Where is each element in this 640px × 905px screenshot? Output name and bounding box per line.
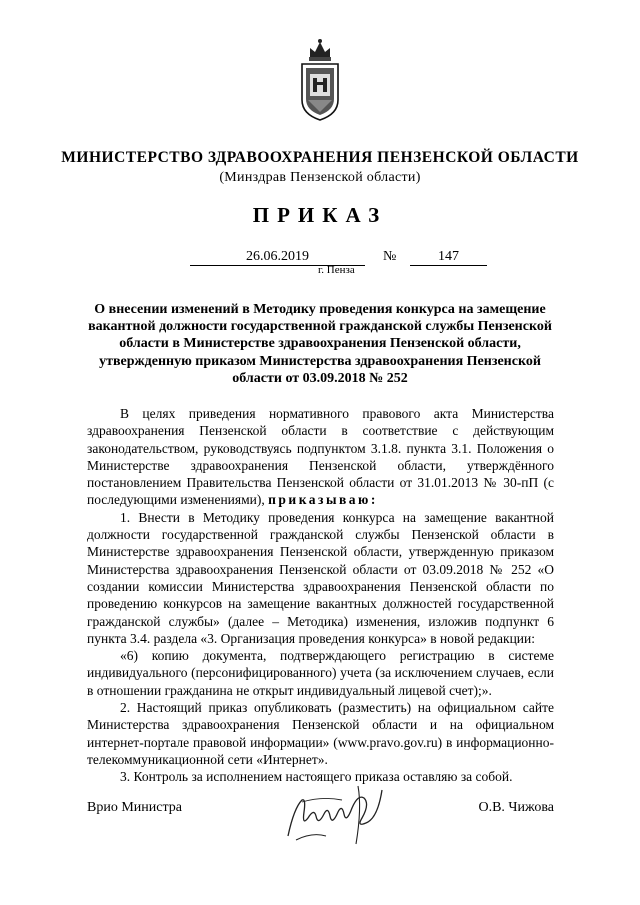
coat-of-arms-emblem bbox=[296, 38, 344, 124]
paragraph-new-wording: «6) копию документа, подтверждающего регистрацию в системе индивидуального (персонифицированного) учета (за исключением случаев, если в отношении гражданина не открыт индивидуальный лицевой счет);». bbox=[87, 648, 554, 698]
paragraph-item-3: 3. Контроль за исполнением настоящего приказа оставляю за собой. bbox=[120, 769, 513, 785]
paragraph-item-1: 1. Внести в Методику проведения конкурса на замещение вакантной должности государственной гражданской службы Пензенской области в Министерстве здравоохранения Пензенской области, утвержденную приказом Министерства здравоохранения Пензенской области от 03.09.2018 № 252 «О создании комиссии Министерства здравоохранения Пензенской области по проведению конкурсов на замещение вакантных должностей государственной гражданской службы» (далее – Методика) изменения, изложив подпункт 6 пункта 3.4. раздела «3. Организация проведения конкурса» в новой редакции: bbox=[87, 509, 554, 646]
paragraph-item-2: 2. Настоящий приказ опубликовать (разместить) на официальном сайте Министерства здравоохранения Пензенской области и на официальном интернет-портале правовой информации» (www.pravo.gov.ru) в информационно-телекоммуникационной сети «Интернет». bbox=[87, 700, 554, 767]
document-title: О внесении изменений в Методику проведения конкурса на замещение вакантной должности государственной гражданской службы Пензенской области в Министерстве здравоохранения Пензенской области, утвержденную приказом Министерства здравоохранения Пензенской области от 03.09.2018 № 252 bbox=[88, 302, 552, 386]
city: г. Пенза bbox=[318, 264, 355, 276]
ministry-name: МИНИСТЕРСТВО ЗДРАВООХРАНЕНИЯ ПЕНЗЕНСКОЙ ОБЛАСТИ bbox=[61, 149, 579, 166]
document-body bbox=[87, 405, 554, 786]
order-date: 26.06.2019 bbox=[190, 249, 365, 266]
preamble-text: В целях приведения нормативного правового акта Министерства здравоохранения Пензенской области в соответствие с действующим законодательством, руководствуясь подпунктом 3.1.8. пункта 3.1. Положения о Министерстве здравоохранения Пензенской области, утверждённого постановлением Правительства Пензенской области от 31.01.2013 № 30-пП (с последующими изменениями), bbox=[87, 406, 554, 508]
order-number: 147 bbox=[410, 249, 487, 266]
ministry-short-name: (Минздрав Пензенской области) bbox=[219, 170, 421, 185]
order-word: приказываю: bbox=[268, 492, 378, 508]
document-type: ПРИКАЗ bbox=[252, 203, 388, 227]
signatory-name: О.В. Чижова bbox=[478, 800, 554, 815]
paragraph-preamble bbox=[87, 405, 554, 509]
handwritten-signature bbox=[282, 778, 392, 850]
signatory-position: Врио Министра bbox=[87, 800, 182, 815]
number-sign: № bbox=[383, 249, 397, 264]
